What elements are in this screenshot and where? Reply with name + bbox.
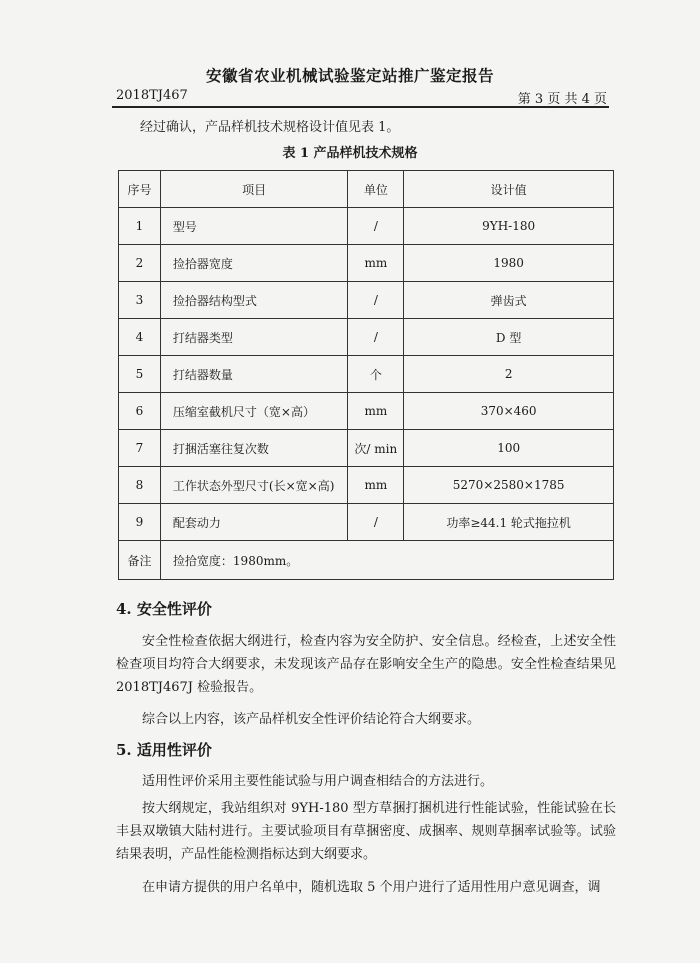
row-unit: / xyxy=(348,319,404,356)
applicability-paragraph-1: 适用性评价采用主要性能试验与用户调查相结合的方法进行。 xyxy=(142,774,494,789)
row-value: D 型 xyxy=(404,319,614,356)
row-item: 打结器类型 xyxy=(160,319,347,356)
row-value: 9YH-180 xyxy=(404,208,614,245)
row-unit: 次/ min xyxy=(348,430,404,467)
table-row xyxy=(119,245,614,282)
row-number: 3 xyxy=(119,282,161,319)
row-unit: mm xyxy=(348,245,404,282)
intro-text: 经过确认，产品样机技术规格设计值见表 1。 xyxy=(140,120,400,135)
applicability-paragraph-2: 按大纲规定，我站组织对 9YH-180 型方草捆打捆机进行性能试验，性能试验在长丰县双墩镇大陆村进行。主要试验项目有草捆密度、成捆率、规则草捆率试验等。试验结果表明，产品性能检测指标达到大纲要求。 xyxy=(116,801,616,862)
row-unit: / xyxy=(348,208,404,245)
safety-paragraph-2: 综合以上内容，该产品样机安全性评价结论符合大纲要求。 xyxy=(142,712,481,727)
col-header-unit: 单位 xyxy=(348,171,404,208)
col-header-item: 项目 xyxy=(160,171,347,208)
safety-paragraph-1: 安全性检查依据大纲进行，检查内容为安全防护、安全信息。经检查，上述安全性检查项目均符合大纲要求，未发现该产品存在影响安全生产的隐患。安全性检查结果见 2018TJ467J 检验报告。 xyxy=(116,634,616,695)
row-item: 捡拾器结构型式 xyxy=(160,282,347,319)
table-header-row xyxy=(119,171,614,208)
row-number: 7 xyxy=(119,430,161,467)
row-value: 5270×2580×1785 xyxy=(404,467,614,504)
table-row xyxy=(119,467,614,504)
row-number: 2 xyxy=(119,245,161,282)
row-number: 9 xyxy=(119,504,161,541)
table-row xyxy=(119,430,614,467)
table-row xyxy=(119,504,614,541)
remark-text: 捡拾宽度：1980mm。 xyxy=(160,541,613,580)
row-item: 捡拾器宽度 xyxy=(160,245,347,282)
table-caption: 表 1 产品样机技术规格 xyxy=(282,146,418,161)
row-unit: mm xyxy=(348,467,404,504)
row-item: 型号 xyxy=(160,208,347,245)
row-number: 4 xyxy=(119,319,161,356)
spec-table xyxy=(118,170,614,580)
row-item: 打捆活塞往复次数 xyxy=(160,430,347,467)
row-item: 打结器数量 xyxy=(160,356,347,393)
row-number: 1 xyxy=(119,208,161,245)
header-row xyxy=(112,86,609,106)
row-number: 8 xyxy=(119,467,161,504)
table-row xyxy=(119,319,614,356)
row-number: 5 xyxy=(119,356,161,393)
col-header-no: 序号 xyxy=(119,171,161,208)
table-row xyxy=(119,282,614,319)
remark-row xyxy=(119,541,614,580)
row-item: 配套动力 xyxy=(160,504,347,541)
row-item: 压缩室截机尺寸（宽×高） xyxy=(160,393,347,430)
report-header-title: 安徽省农业机械试验鉴定站推广鉴定报告 xyxy=(205,66,494,85)
row-value: 功率≥44.1 轮式拖拉机 xyxy=(404,504,614,541)
row-unit: / xyxy=(348,282,404,319)
applicability-paragraph-3: 在申请方提供的用户名单中，随机选取 5 个用户进行了适用性用户意见调查，调 xyxy=(142,880,601,895)
row-unit: / xyxy=(348,504,404,541)
row-number: 6 xyxy=(119,393,161,430)
row-item: 工作状态外型尺寸(长×宽×高) xyxy=(160,467,347,504)
row-unit: 个 xyxy=(348,356,404,393)
section-heading-safety: 4. 安全性评价 xyxy=(116,600,212,618)
row-value: 弹齿式 xyxy=(404,282,614,319)
row-unit: mm xyxy=(348,393,404,430)
row-value: 100 xyxy=(404,430,614,467)
table-row xyxy=(119,356,614,393)
section-heading-applicability: 5. 适用性评价 xyxy=(116,741,212,759)
row-value: 370×460 xyxy=(404,393,614,430)
remark-label: 备注 xyxy=(119,541,161,580)
report-number: 2018TJ467 xyxy=(116,88,188,103)
col-header-design-value: 设计值 xyxy=(404,171,614,208)
row-value: 1980 xyxy=(404,245,614,282)
header-divider xyxy=(112,106,609,108)
table-row xyxy=(119,208,614,245)
row-value: 2 xyxy=(404,356,614,393)
page-number: 第 3 页 共 4 页 xyxy=(517,92,607,107)
table-row xyxy=(119,393,614,430)
